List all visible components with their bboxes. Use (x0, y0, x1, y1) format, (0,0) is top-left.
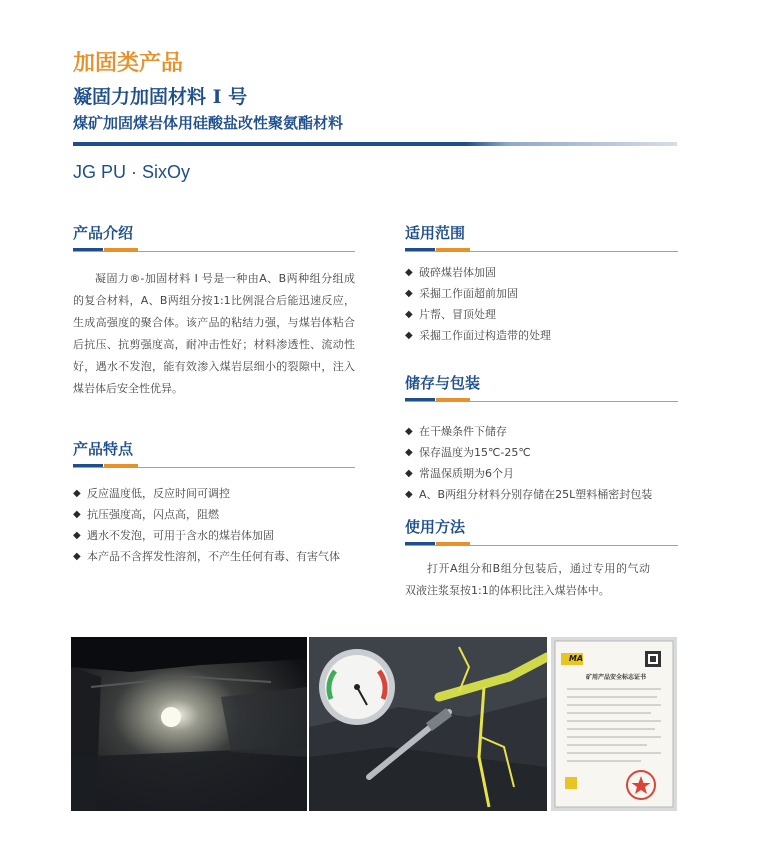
list-item: ◆ 破碎煤岩体加固 (405, 262, 678, 283)
certificate-badge: MA (568, 654, 584, 663)
section-underline (405, 248, 678, 252)
chemical-formula: JG PU · SixOy (73, 162, 191, 182)
diamond-bullet-icon: ◆ (405, 288, 413, 299)
category-heading: 加固类产品 (73, 51, 184, 76)
list-item: ◆ 常温保质期为6个月 (405, 463, 678, 484)
diamond-bullet-icon: ◆ (73, 530, 81, 541)
section-scope (405, 222, 678, 346)
section-underline (73, 248, 355, 252)
section-underline (73, 464, 355, 468)
section-title-usage: 使用方法 (405, 518, 466, 536)
list-item: ◆ 采掘工作面过构造带的处理 (405, 325, 678, 346)
section-title-intro: 产品介绍 (73, 224, 134, 242)
section-storage (405, 372, 678, 505)
certificate-heading: 矿用产品安全标志证书 (585, 674, 646, 681)
diamond-bullet-icon: ◆ (405, 426, 413, 437)
list-item: ◆ 本产品不含挥发性溶剂，不产生任何有毒、有害气体 (73, 546, 355, 567)
section-underline (405, 398, 678, 402)
section-title-storage: 储存与包装 (405, 374, 481, 392)
list-item: ◆ 遇水不发泡，可用于含水的煤岩体加固 (73, 525, 355, 546)
intro-paragraph: 凝固力®-加固材料 I 号是一种由A、B两种组分组成的复合材料，A、B两组分按1:1比例混合后能迅速反应，生成高强度的聚合体。该产品的粘结力强，与煤岩体粘合后抗压、抗剪强度高，耐冲击性好；材料渗透性、流动性好，遇水不发泡，能有效渗入煤岩层细小的裂隙中，注入煤岩体后安全性优异。 (73, 272, 355, 395)
list-item: ◆ 抗压强度高，闪点高，阻燃 (73, 504, 355, 525)
diamond-bullet-icon: ◆ (73, 509, 81, 520)
diamond-bullet-icon: ◆ (405, 330, 413, 341)
list-item: ◆ 片帮、冒顶处理 (405, 304, 678, 325)
section-title-scope: 适用范围 (405, 224, 466, 242)
section-usage (405, 516, 678, 602)
safety-certificate-photo (551, 637, 677, 811)
diamond-bullet-icon: ◆ (405, 267, 413, 278)
list-item: ◆ 在干燥条件下储存 (405, 421, 678, 442)
diamond-bullet-icon: ◆ (405, 468, 413, 479)
section-intro (73, 222, 355, 400)
product-subtitle: 煤矿加固煤岩体用硅酸盐改性聚氨酯材料 (73, 114, 344, 132)
section-title-features: 产品特点 (73, 440, 134, 458)
mine-tunnel-photo (71, 637, 307, 811)
diamond-bullet-icon: ◆ (405, 447, 413, 458)
list-item: ◆ 采掘工作面超前加固 (405, 283, 678, 304)
usage-paragraph: 打开A组分和B组分包装后，通过专用的气动双液注浆泵按1:1的体积比注入煤岩体中。 (405, 562, 650, 597)
diamond-bullet-icon: ◆ (405, 309, 413, 320)
section-underline (405, 542, 678, 546)
list-item: ◆ A、B两组分材料分别存储在25L塑料桶密封包装 (405, 484, 678, 505)
list-item: ◆ 保存温度为15℃-25℃ (405, 442, 678, 463)
diamond-bullet-icon: ◆ (73, 551, 81, 562)
diamond-bullet-icon: ◆ (73, 488, 81, 499)
scope-list (405, 262, 678, 346)
product-title: 凝固力加固材料 I 号 (73, 86, 248, 108)
diamond-bullet-icon: ◆ (405, 489, 413, 500)
storage-list (405, 421, 678, 505)
injection-gauge-photo (309, 637, 547, 811)
section-features (73, 438, 355, 567)
features-list (73, 483, 355, 567)
list-item: ◆ 反应温度低，反应时间可调控 (73, 483, 355, 504)
header-divider (73, 142, 677, 146)
